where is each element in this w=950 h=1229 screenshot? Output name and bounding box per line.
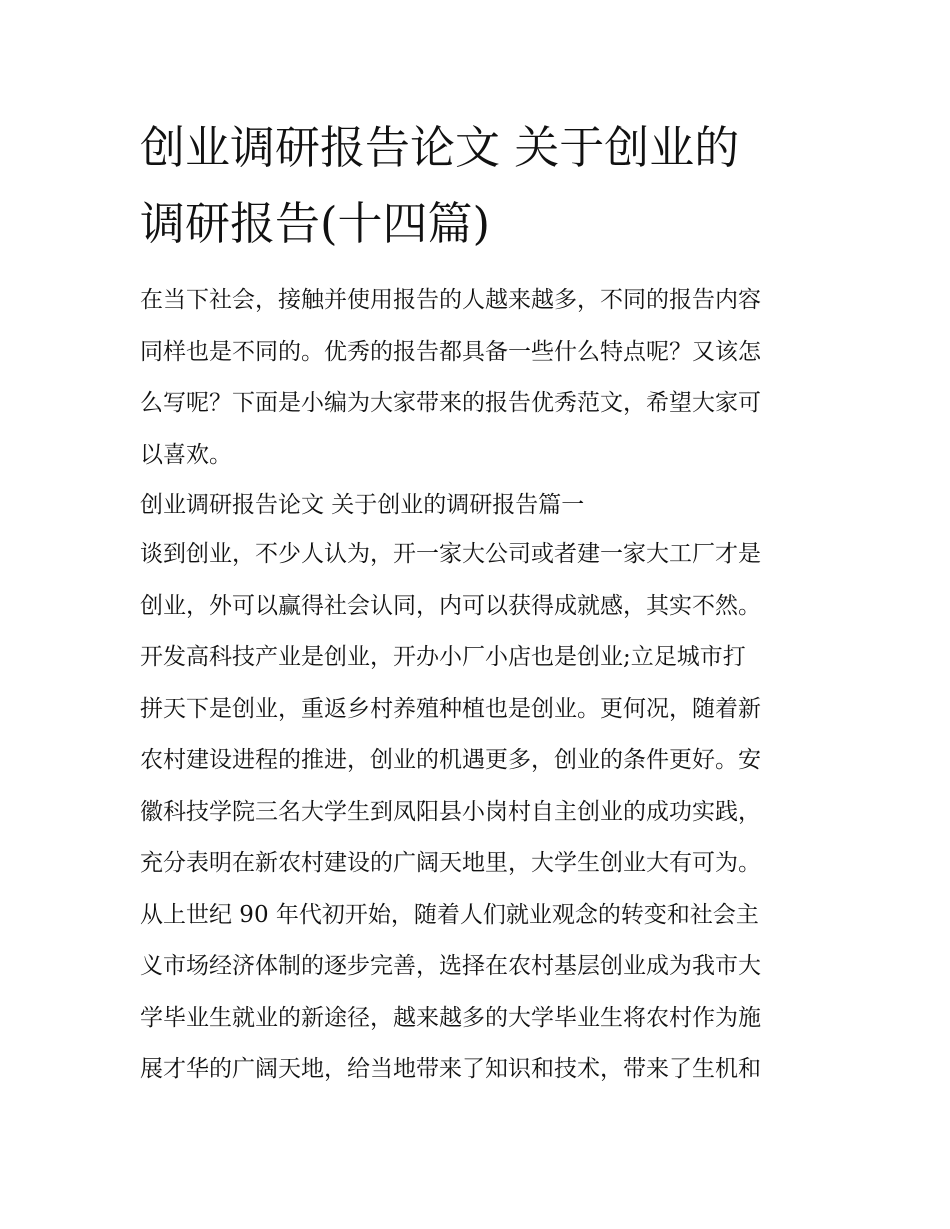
section-heading-text: 创业调研报告论文 关于创业的调研报告篇一 [140,492,585,518]
body-line: 徽科技学院三名大学生到凤阳县小岗村自主创业的成功实践， [140,798,761,825]
body-line: 拼天下是创业，重返乡村养殖种植也是创业。更何况，随着新 [140,695,761,722]
intro-paragraph [140,275,820,481]
body-line: 开发高科技产业是创业，开办小厂小店也是创业;立足城市打 [140,644,746,670]
intro-line: 以喜欢。 [140,441,232,468]
body-line: 学毕业生就业的新途径，越来越多的大学毕业生将农村作为施 [140,1004,761,1031]
body-line: 展才华的广阔天地，给当地带来了知识和技术，带来了生机和 [140,1056,761,1082]
section-heading [140,480,820,532]
intro-line: 同样也是不同的。优秀的报告都具备一些什么特点呢？又该怎 [140,338,761,365]
body-line: 农村建设进程的推进，创业的机遇更多，创业的条件更好。安 [140,747,761,773]
body-line: 从上世纪 90 年代初开始，随着人们就业观念的转变和社会主 [140,901,759,928]
document-title-line-1: 创业调研报告论文 关于创业的 [140,121,740,174]
intro-line: 在当下社会，接触并使用报告的人越来越多，不同的报告内容 [140,287,761,313]
body-line: 充分表明在新农村建设的广阔天地里，大学生创业大有可为。 [140,850,761,876]
body-line: 创业，外可以赢得社会认同，内可以获得成就感，其实不然。 [140,592,761,619]
body-paragraph [140,529,820,1096]
body-line: 义市场经济体制的逐步完善，选择在农村基层创业成为我市大 [140,953,761,979]
intro-line: 么写呢？下面是小编为大家带来的报告优秀范文，希望大家可 [140,390,761,416]
document-title-line-2: 调研报告(十四篇) [140,197,491,250]
body-line: 谈到创业，不少人认为，开一家大公司或者建一家大工厂才是 [140,541,761,567]
